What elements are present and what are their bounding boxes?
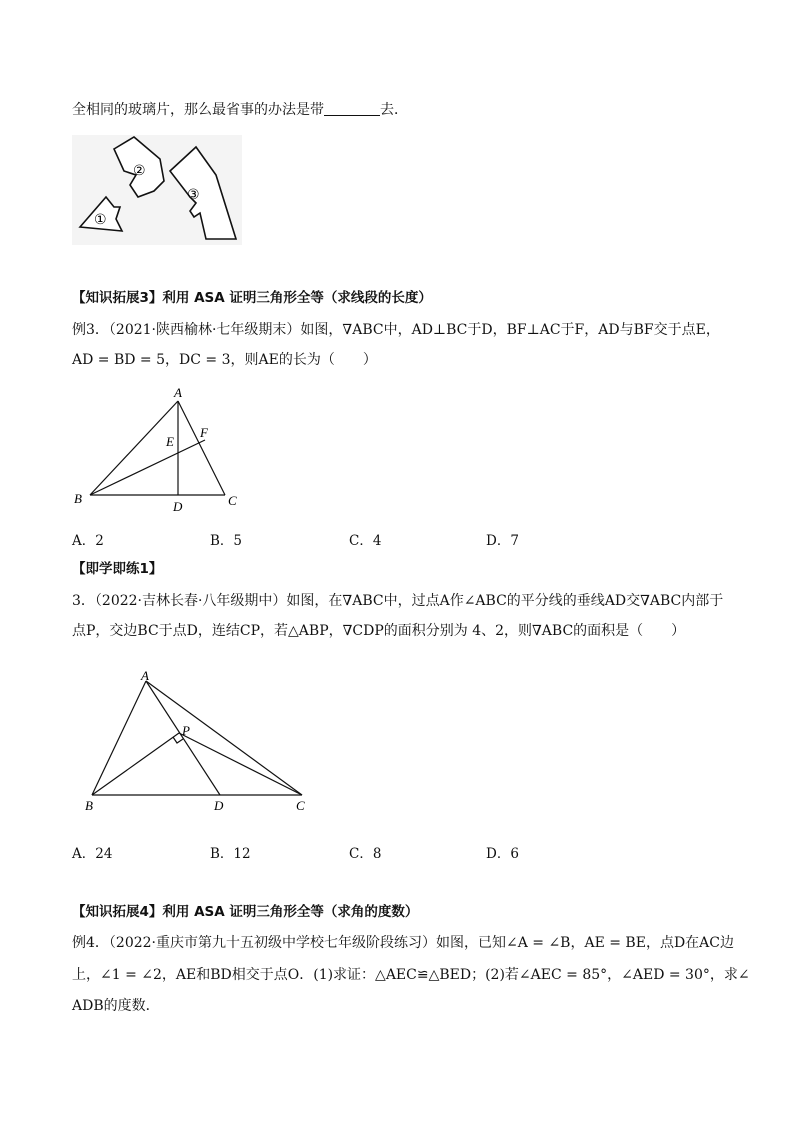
glass-pieces-figure	[72, 135, 242, 245]
option-c: C．8	[349, 846, 382, 862]
glass-piece-3-label: ③	[187, 187, 200, 203]
glass-piece-2-label: ②	[133, 163, 146, 179]
option-c: C．4	[349, 533, 382, 549]
label-E: E	[166, 434, 174, 449]
label-P: P	[182, 723, 190, 738]
example-4-line1: 例4．（2022·重庆市第九十五初级中学校七年级阶段练习）如图，已知∠A = ∠B，AE = BE，点D在AC边	[72, 935, 734, 951]
label-C: C	[228, 493, 237, 508]
glass-piece-1-label: ①	[94, 212, 107, 228]
label-B: B	[85, 798, 93, 813]
triangle-figure-p3	[80, 665, 320, 825]
section-heading-3: 【知识拓展3】利用 ASA 证明三角形全等（求线段的长度）	[72, 290, 432, 306]
option-d: D．6	[486, 846, 519, 862]
example-3-line2: AD = BD = 5，DC = 3，则AE的长为（ ）	[72, 352, 377, 368]
label-F: F	[200, 425, 208, 440]
option-a: A．24	[72, 846, 113, 862]
option-b: B．5	[210, 533, 243, 549]
answer-blank	[324, 101, 380, 116]
question-continuation: 全相同的玻璃片，那么最省事的办法是带 去．	[72, 102, 408, 118]
problem-3-line2: 点P，交边BC于点D，连结CP，若△ABP，∇CDP的面积分别为 4、2，则∇ABC的面积是（ ）	[72, 623, 686, 639]
label-D: D	[214, 798, 224, 813]
option-b: B．12	[210, 846, 251, 862]
problem-3-line1: 3．（2022·吉林长春·八年级期中）如图，在∇ABC中，过点A作∠ABC的平分线的垂线AD交∇ABC内部于	[72, 593, 724, 609]
example-3-line1: 例3．（2021·陕西榆林·七年级期末）如图，∇ABC中，AD⊥BC于D，BF⊥AC于F，AD与BF交于点E，	[72, 322, 720, 338]
practice-heading-1: 【即学即练1】	[72, 561, 163, 577]
label-C: C	[296, 798, 305, 813]
example-4-line2: 上，∠1 = ∠2，AE和BD相交于点O．(1)求证：△AEC≌△BED；(2)若∠AEC = 85°，∠AED = 30°，求∠	[72, 967, 750, 983]
label-A: A	[141, 668, 149, 683]
section-heading-4: 【知识拓展4】利用 ASA 证明三角形全等（求角的度数）	[72, 904, 419, 920]
label-B: B	[74, 491, 82, 506]
label-A: A	[174, 385, 182, 400]
triangle-figure-ex3	[70, 385, 260, 515]
option-d: D．7	[486, 533, 519, 549]
example-4-line3: ADB的度数．	[72, 998, 160, 1014]
option-a: A．2	[72, 533, 104, 549]
label-D: D	[173, 499, 183, 514]
